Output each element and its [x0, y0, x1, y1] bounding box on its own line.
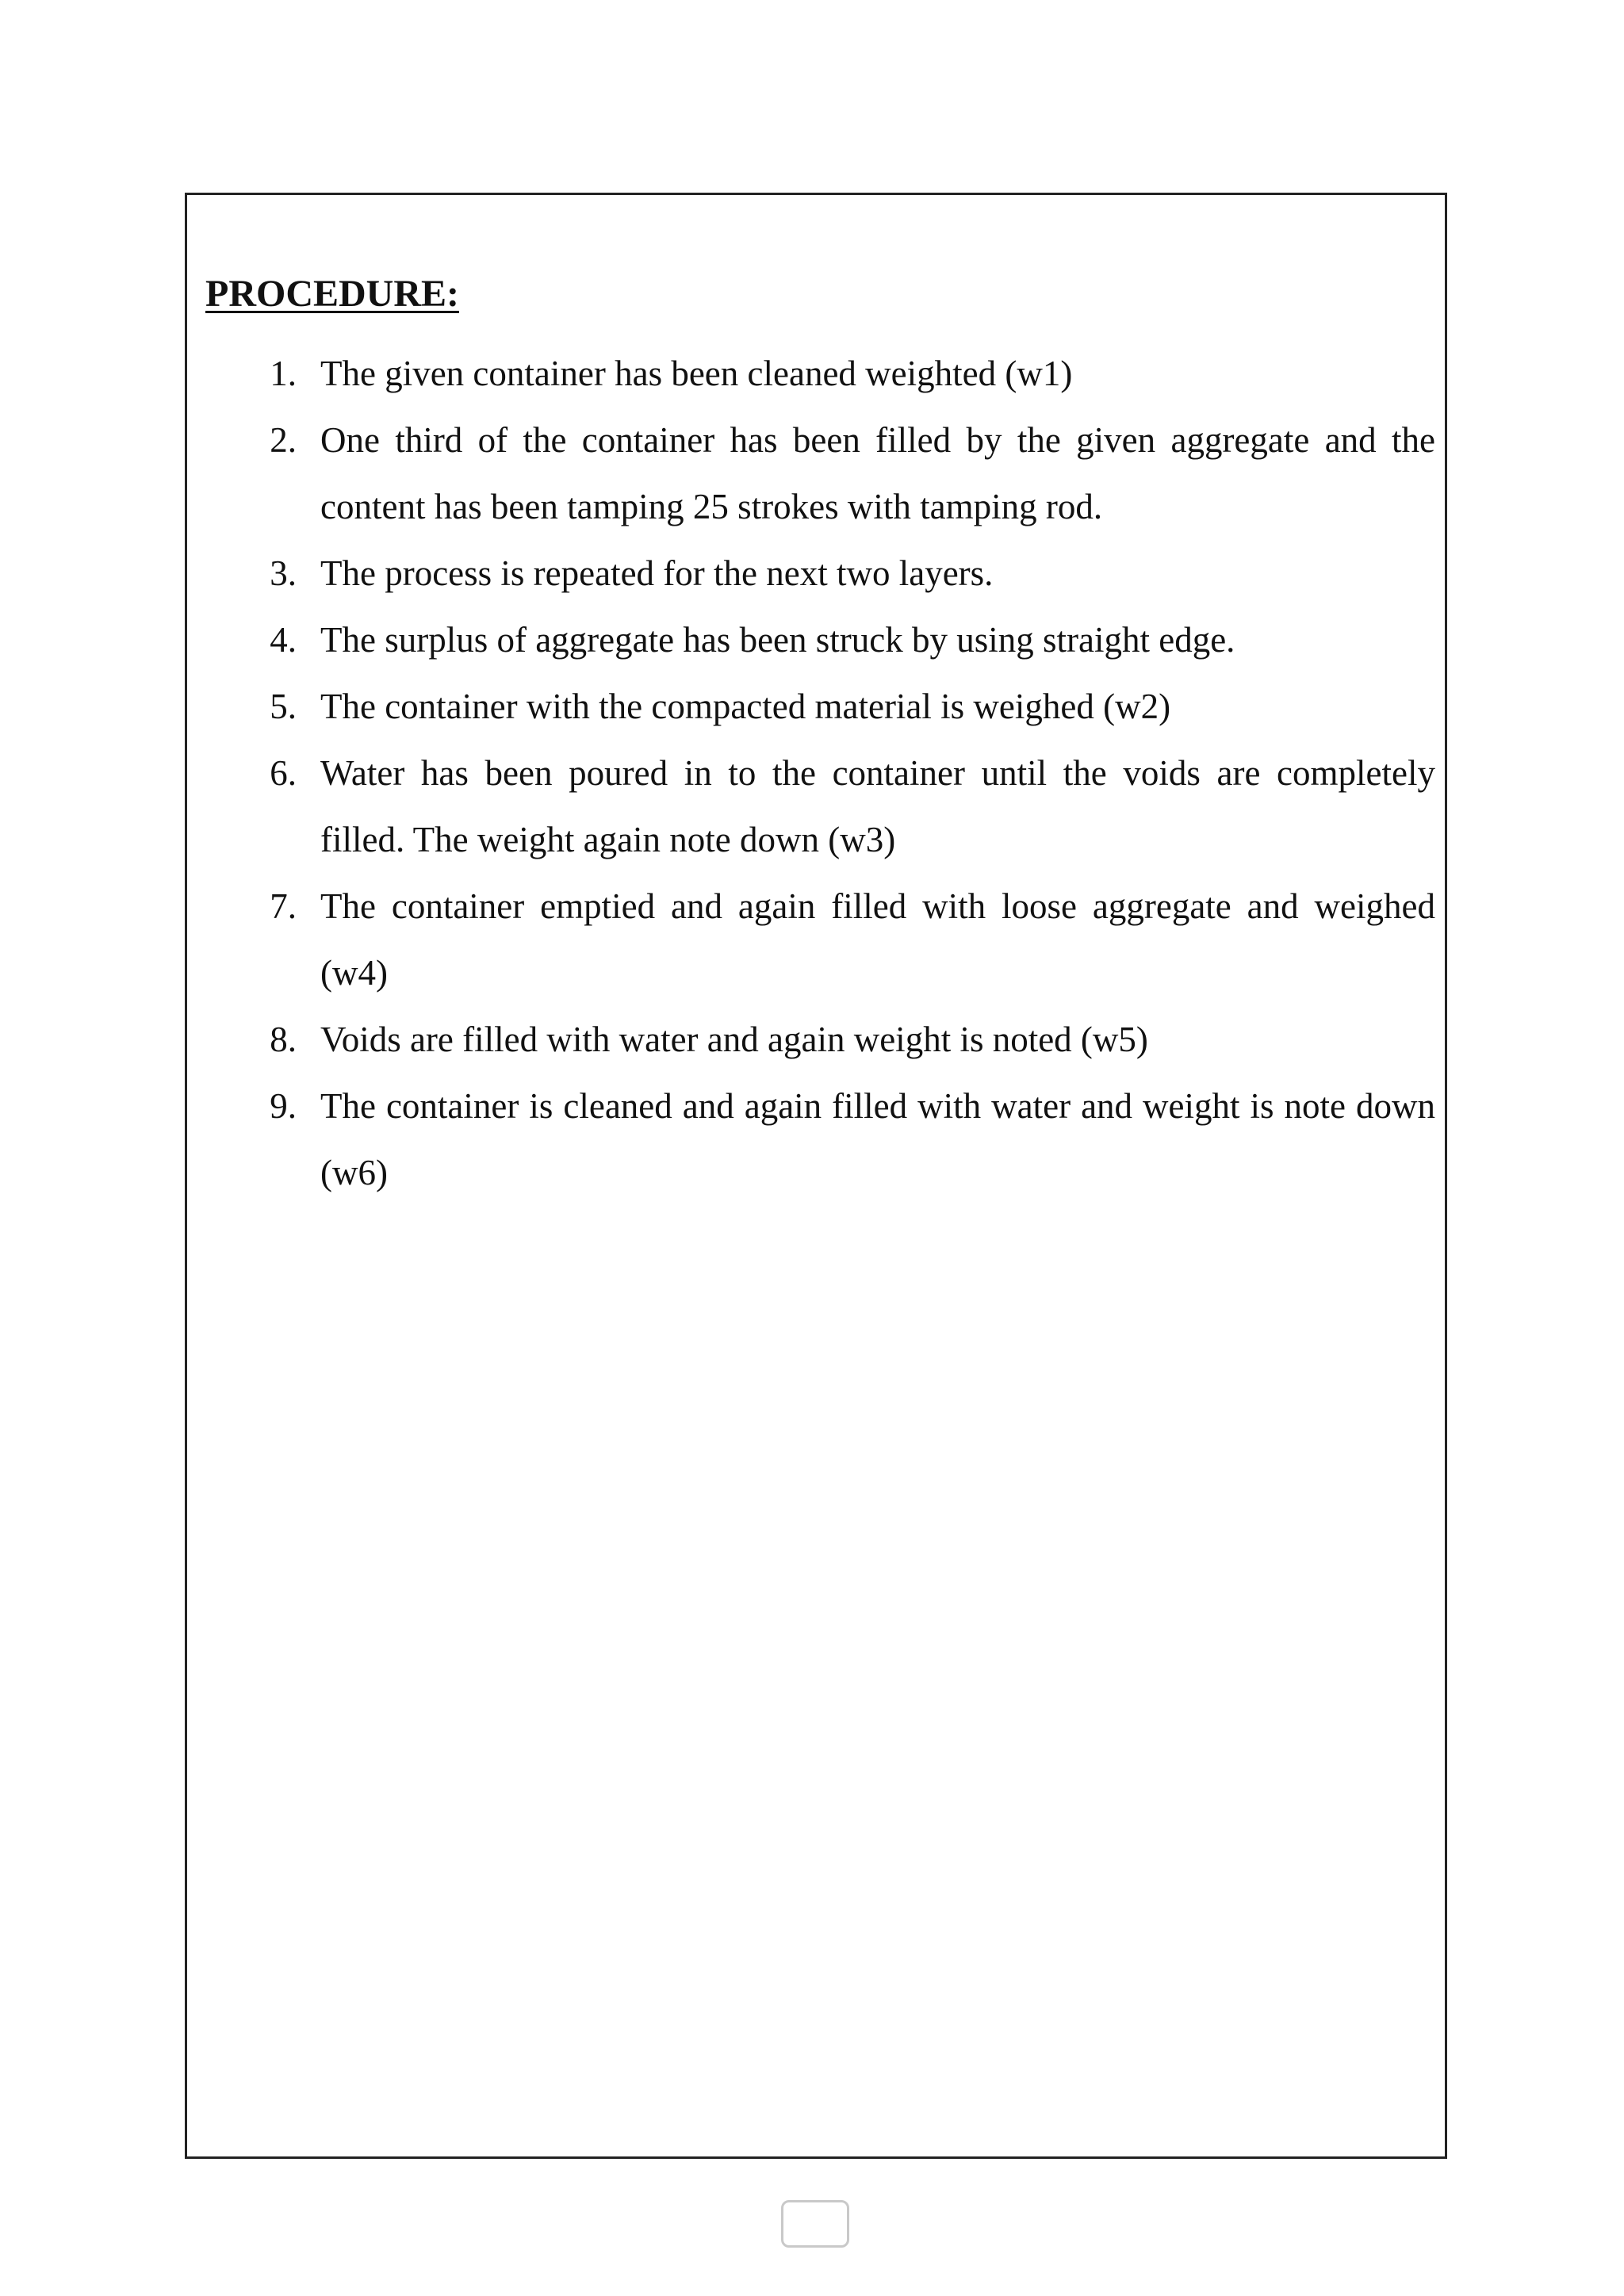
step-text: One third of the container has been filled by the given aggregate and the content has been tamping 25 strokes with tamping rod.: [320, 420, 1435, 526]
step-number: 7.: [270, 886, 297, 926]
procedure-step: [238, 873, 1435, 1006]
step-number: 1.: [270, 354, 297, 393]
step-text: The given container has been cleaned weighted (w1): [320, 354, 1073, 393]
step-text: The surplus of aggregate has been struck by using straight edge.: [320, 620, 1235, 660]
step-number: 5.: [270, 687, 297, 726]
step-text: The container emptied and again filled with loose aggregate and weighed (w4): [320, 886, 1435, 993]
step-number: 6.: [270, 753, 297, 793]
procedure-step: [238, 340, 1435, 407]
step-text: Water has been poured in to the container until the voids are completely filled. The weight again note down (w3): [320, 753, 1435, 859]
procedure-step: [238, 673, 1435, 740]
step-number: 4.: [270, 620, 297, 660]
step-number: 9.: [270, 1086, 297, 1126]
page-number-box: [781, 2200, 849, 2248]
procedure-steps-list: [238, 340, 1435, 1206]
step-number: 3.: [270, 553, 297, 593]
step-number: 8.: [270, 1020, 297, 1059]
step-text: Voids are filled with water and again weight is noted (w5): [320, 1020, 1148, 1059]
procedure-step: [238, 1006, 1435, 1073]
step-text: The process is repeated for the next two layers.: [320, 553, 994, 593]
step-number: 2.: [270, 420, 297, 460]
step-text: The container is cleaned and again filled with water and weight is note down (w6): [320, 1086, 1435, 1192]
procedure-heading: PROCEDURE:: [205, 273, 459, 315]
procedure-step: [238, 740, 1435, 873]
procedure-step: [238, 607, 1435, 673]
procedure-step: [238, 407, 1435, 540]
procedure-step: [238, 1073, 1435, 1206]
procedure-step: [238, 540, 1435, 607]
step-text: The container with the compacted material is weighed (w2): [320, 687, 1171, 726]
